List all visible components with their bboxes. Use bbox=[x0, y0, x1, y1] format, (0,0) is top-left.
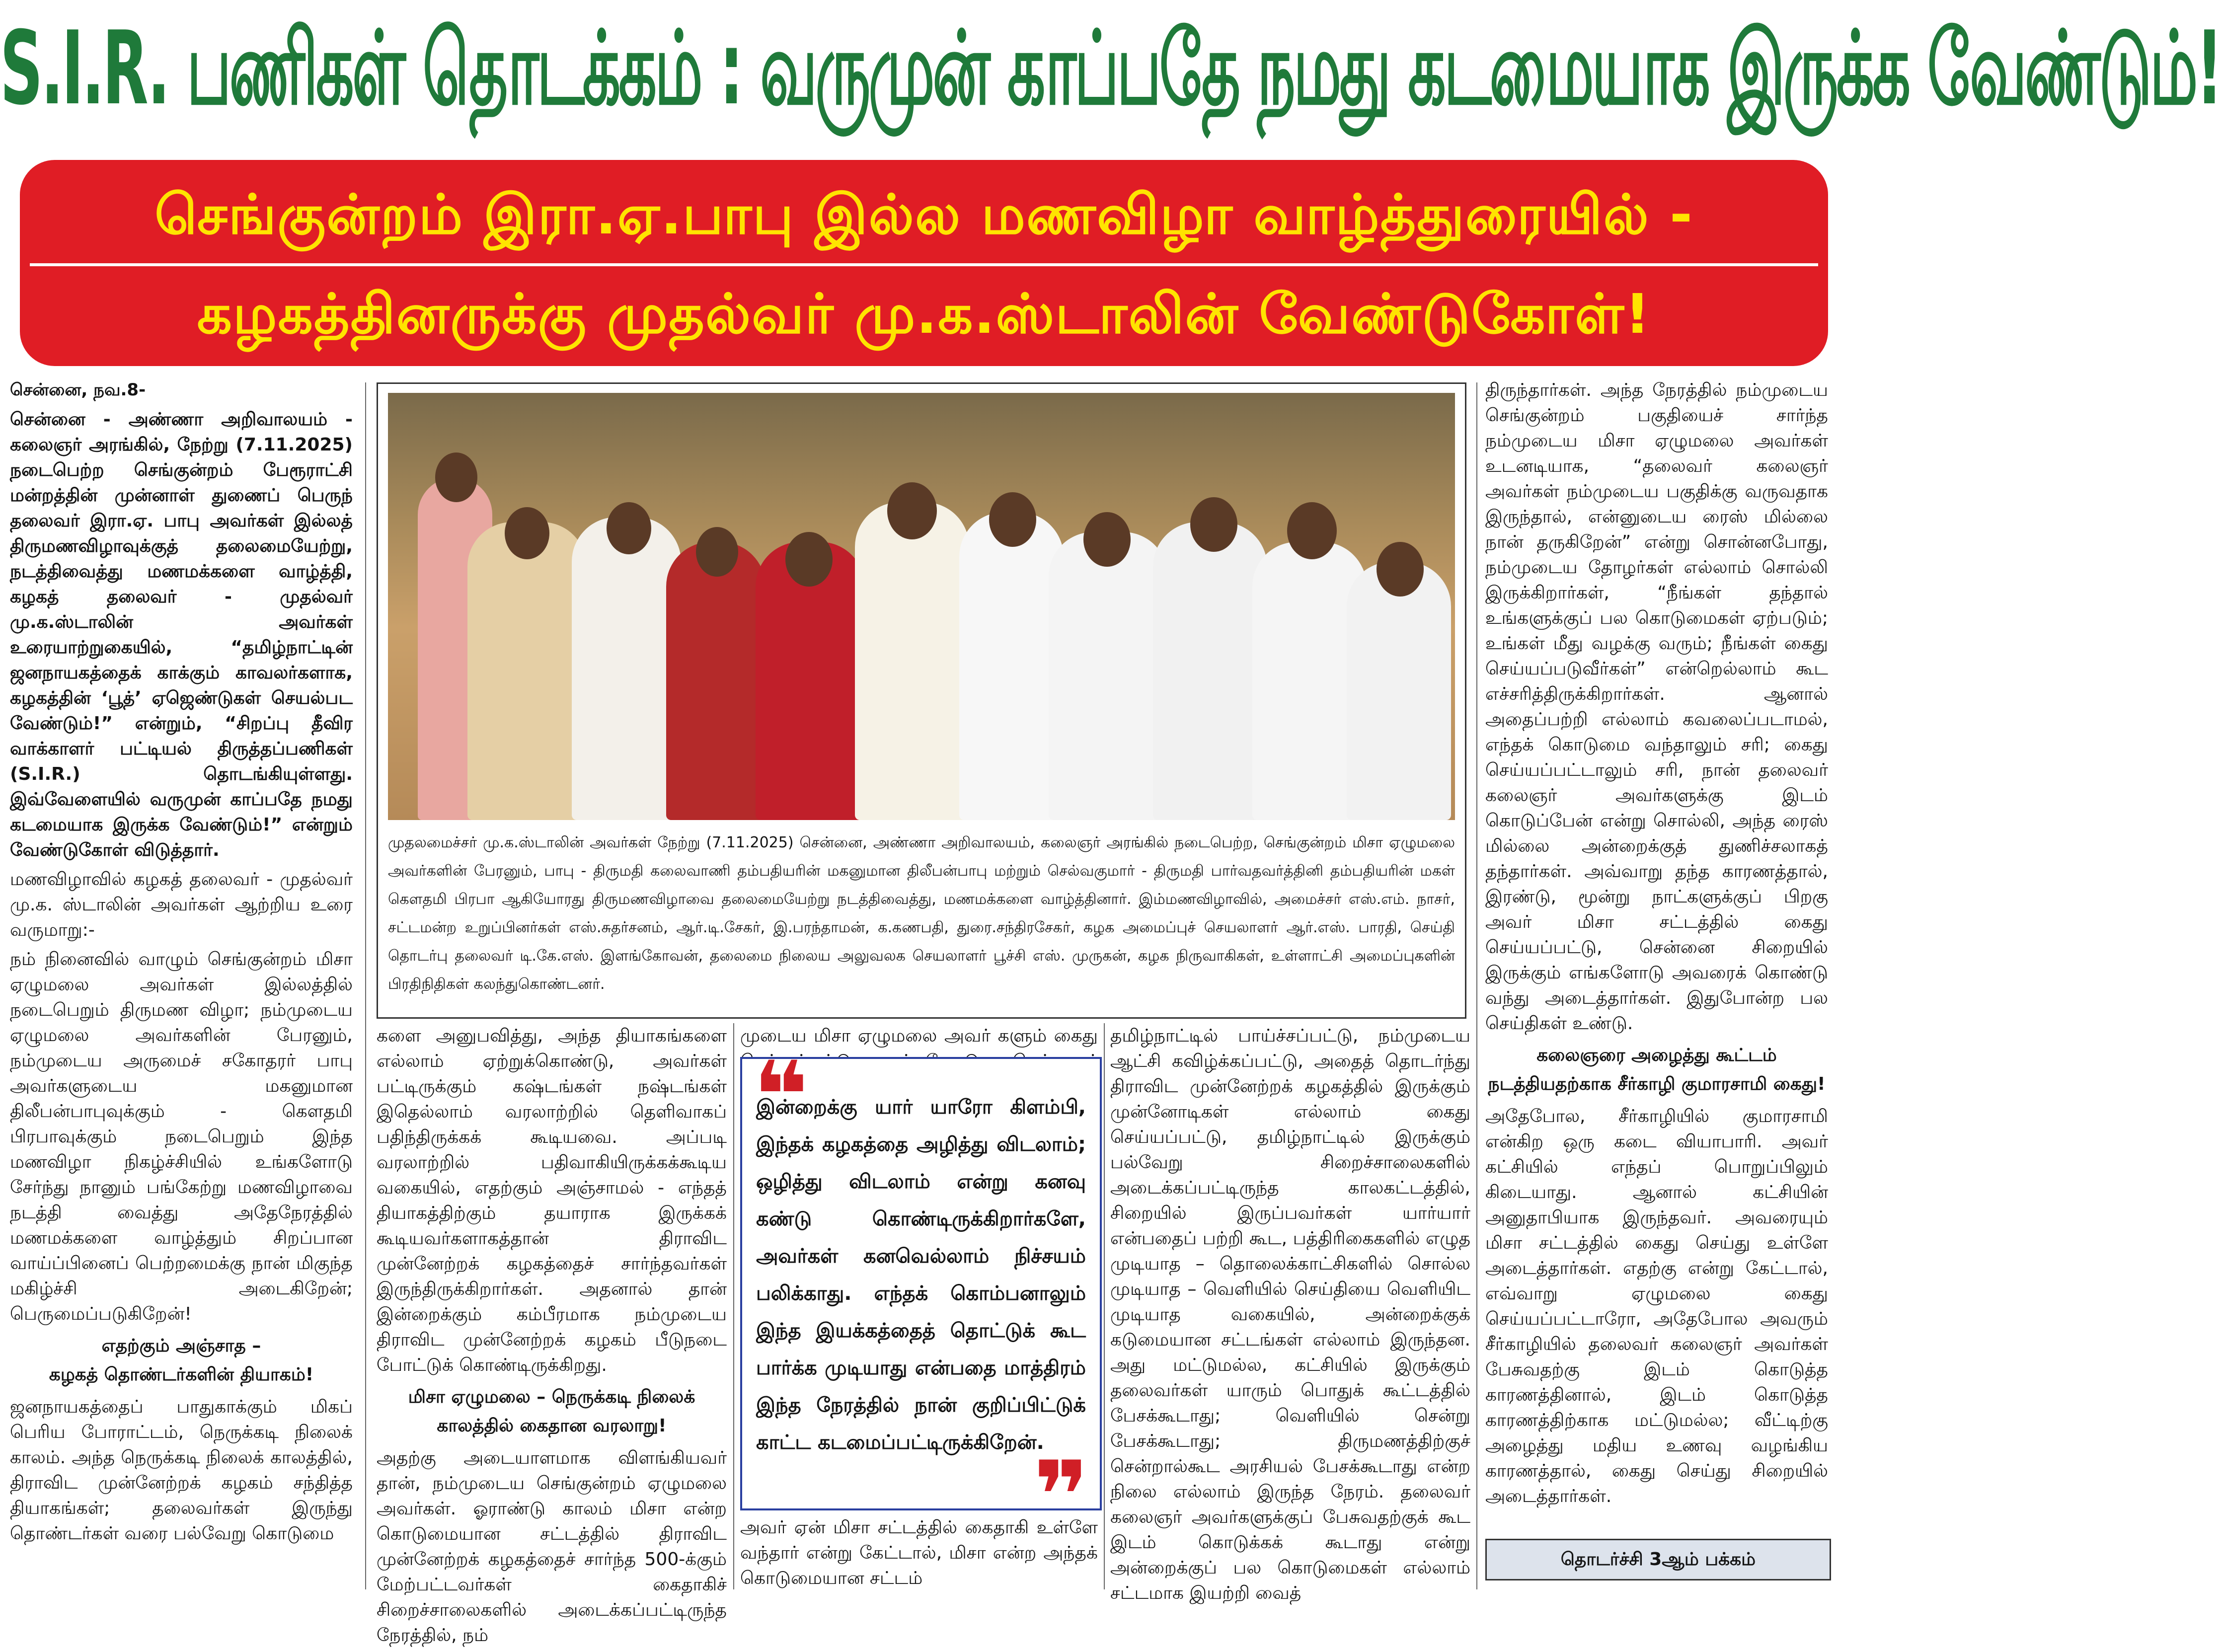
quote-close-icon: ❞ bbox=[1033, 1441, 1089, 1551]
dateline: சென்னை, நவ.8- bbox=[10, 380, 146, 400]
photo-caption: முதலமைச்சர் மு.க.ஸ்டாலின் அவர்கள் நேற்று (7.11.2025) சென்னை, அண்ணா அறிவாலயம், கலைஞர் அரங்கில் நடைபெற்ற, செங்குன்றம் மிசா ஏழுமலை அவர்களின் பேரனும், பாபு - திருமதி கலைவாணி தம்பதியரின் மகனுமான திலீபன்பாபு மற்றும் செல்வகுமார் - திருமதி பார்வதவர்த்தினி தம்பதியரின் மகள் கௌதமி பிரபா ஆகியோரது திருமணவிழாவை தலைமையேற்று நடத்திவைத்து, மணமக்களை வாழ்த்தினார். இம்மணவிழாவில், அமைச்சர் எஸ்.எம். நாசர், சட்டமன்ற உறுப்பினர்கள் எஸ்.சுதர்சனம், ஆர்.டி.சேகர், இ.பரந்தாமன், க.கணபதி, துரை.சந்திரசேகர், கழக அமைப்புச் செயலாளர் ஆர்.எஸ். பாரதி, செய்தி தொடர்பு தலைவர் டி.கே.எஸ். இளங்கோவன், தலைமை நிலைய அலுவலக செயலாளர் பூச்சி எஸ். முருகன், கழக நிருவாகிகள், உள்ளாட்சி அமைப்புகளின் பிரதிநிதிகள் கலந்துகொண்டனர். bbox=[388, 834, 1455, 993]
photo-figure bbox=[572, 517, 681, 820]
lead-paragraph: சென்னை - அண்ணா அறிவாலயம் - கலைஞர் அரங்கில், நேற்று (7.11.2025) நடைபெற்ற செங்குன்றம் பேரூராட்சி மன்றத்தின் முன்னாள் துணைப் பெருந் தலைவர் இரா.ஏ. பாபு அவர்கள் இல்லத் திருமணவிழாவுக்குத் தலைமையேற்று, நடத்திவைத்து மணமக்களை வாழ்த்தி, கழகத் தலைவர் - முதல்வர் மு.க.ஸ்டாலின் அவர்கள் உரையாற்றுகையில், “தமிழ்நாட்டின் ஜனநாயகத்தைக் காக்கும் காவலர்களாக, கழகத்தின் ‘பூத்’ ஏஜெண்டுகள் செயல்பட வேண்டும்!” என்றும், “சிறப்பு தீவிர வாக்காளர் பட்டியல் திருத்தப்பணிகள் (S.I.R.) தொடங்கியுள்ளது. இவ்வேளையில் வருமுன் காப்பதே நமது கடமையாக இருக்க வேண்டும்!” என்றும் வேண்டுகோள் விடுத்தார். bbox=[10, 409, 353, 860]
photo-figure-head bbox=[696, 527, 738, 577]
photo-figure-head bbox=[989, 492, 1036, 547]
paragraph: அவர் ஏன் மிசா சட்டத்தில் கைதாகி உள்ளே வந்தார் என்று கேட்டால், மிசா என்ற அந்தக் கொடுமையான சட்டம் bbox=[740, 1517, 1098, 1588]
subheading bbox=[377, 1383, 727, 1440]
column-rule bbox=[1476, 382, 1477, 1589]
photo-figure bbox=[959, 512, 1064, 820]
subheading bbox=[1485, 1041, 1828, 1099]
paragraph: களை அனுபவித்து, அந்த தியாகங்களை எல்லாம் ஏற்றுக்கொண்டு, அவர்கள் பட்டிருக்கும் கஷ்டங்கள் நஷ்டங்கள் இதெல்லாம் வரலாற்றில் தெளிவாகப் பதிந்திருக்கக் கூடியவை. அப்படி வரலாற்றில் பதிவாகியிருக்கக்கூடிய வகையில், எதற்கும் அஞ்சாமல் - எந்தத் தியாகத்திற்கும் தயாராக இருக்கக் கூடியவர்களாகத்தான் திராவிட முன்னேற்றக் கழகத்தைச் சார்ந்தவர்கள் இருந்திருக்கிறார்கள். அதனால் தான் இன்றைக்கும் கம்பீரமாக நம்முடைய திராவிட முன்னேற்றக் கழகம் பீடுநடை போட்டுக் கொண்டிருக்கிறது. bbox=[377, 1026, 727, 1375]
photo-figure bbox=[467, 522, 587, 820]
column-rule bbox=[365, 382, 366, 1589]
column-rule bbox=[733, 1023, 734, 1589]
red-banner bbox=[20, 160, 1828, 366]
pull-quote-box bbox=[740, 1041, 1102, 1551]
subheading bbox=[10, 1332, 353, 1389]
top-headline-text: S.I.R. பணிகள் தொடக்கம் : வருமுன் காப்பதே நமது கடமையாக இருக்க வேண்டும்! bbox=[0, 10, 2221, 128]
column-3-continued bbox=[740, 1515, 1098, 1595]
continued-on-page-3: தொடர்ச்சி 3ஆம் பக்கம் bbox=[1485, 1539, 1831, 1580]
banner-line-1: செங்குன்றம் இரா.ஏ.பாபு இல்ல மணவிழா வாழ்த்துரையில் - bbox=[154, 183, 1693, 246]
photo-figure-head bbox=[1377, 542, 1424, 597]
photo-figure-head bbox=[887, 482, 937, 539]
subheading-line: கழகத் தொண்டர்களின் தியாகம்! bbox=[49, 1364, 314, 1385]
column-2 bbox=[377, 1023, 727, 1652]
subheading-line: மிசா ஏழுமலை – நெருக்கடி நிலைக் bbox=[408, 1387, 695, 1407]
photo-figure-head bbox=[1190, 497, 1237, 552]
column-1 bbox=[10, 377, 353, 1550]
paragraph: முடைய மிசா ஏழுமலை அவர் களும் கைது bbox=[740, 1026, 1098, 1046]
column-rule bbox=[1104, 1023, 1105, 1589]
subheading-line: கலைஞரை அழைத்து கூட்டம் bbox=[1536, 1045, 1777, 1065]
photo-figure bbox=[1049, 532, 1168, 820]
photo-box bbox=[377, 382, 1466, 1019]
paragraph: மணவிழாவில் கழகத் தலைவர் - முதல்வர் மு.க. ஸ்டாலின் அவர்கள் ஆற்றிய உரை வருமாறு:- bbox=[10, 869, 353, 940]
column-5 bbox=[1485, 377, 1828, 1513]
photo-figure bbox=[1153, 522, 1267, 820]
banner-divider bbox=[30, 263, 1818, 266]
photo-figure bbox=[1347, 562, 1451, 820]
wedding-photo bbox=[388, 393, 1455, 820]
subheading-line: எதற்கும் அஞ்சாத – bbox=[101, 1336, 261, 1356]
subheading-line: காலத்தில் கைதான வரலாறு! bbox=[437, 1416, 667, 1436]
column-4 bbox=[1110, 1023, 1470, 1610]
photo-figure-head bbox=[1083, 512, 1131, 567]
banner-line-2: கழகத்தினருக்கு முதல்வர் மு.க.ஸ்டாலின் வேண்டுகோள்! bbox=[197, 282, 1651, 346]
photo-figure-head bbox=[1287, 502, 1337, 559]
photo-figure bbox=[666, 542, 766, 820]
paragraph: அதற்கு அடையாளமாக விளங்கியவர் தான், நம்முடைய செங்குன்றம் ஏழுமலை அவர்கள். ஓராண்டு காலம் மிசா என்ற கொடுமையான சட்டத்தில் திராவிட முன்னேற்றக் கழகத்தைச் சார்ந்த 500-க்கும் மேற்பட்டவர்கள் கைதாகிச் சிறைச்சாலைகளில் அடைக்கப்பட்டிருந்த நேரத்தில், நம் bbox=[377, 1448, 727, 1646]
photo-figure-groom bbox=[855, 502, 969, 820]
paragraph: திருந்தார்கள். அந்த நேரத்தில் நம்முடைய செங்குன்றம் பகுதியைச் சார்ந்த நம்முடைய மிசா ஏழுமலை அவர்கள் உடனடியாக, “தலைவர் கலைஞர் அவர்கள் நம்முடைய பகுதிக்கு வருவதாக இருந்தால், என்னுடைய ரைஸ் மில்லை நான் தருகிறேன்” என்று சொன்னபோது, நம்முடைய தோழர்கள் எல்லாம் சொல்லி இருக்கிறார்கள், “நீங்கள் தந்தால் உங்களுக்குப் பல கொடுமைகள் ஏற்படும்; உங்கள் மீது வழக்கு வரும்; நீங்கள் கைது செய்யப்படுவீர்கள்” என்றெல்லாம் கூட எச்சரித்திருக்கிறார்கள். ஆனால் அதைப்பற்றி எல்லாம் கவலைப்படாமல், எந்தக் கொடுமை வந்தாலும் சரி; கைது செய்யப்பட்டாலும் சரி, நான் தலைவர் கலைஞர் அவர்களுக்கு இடம் கொடுப்பேன் என்று சொல்லி, அந்த ரைஸ் மில்லை அன்றைக்குத் துணிச்சலாகத் தந்தார்கள். அவ்வாறு தந்த காரணத்தால், இரண்டு, மூன்று நாட்களுக்குப் பிறகு அவர் மிசா சட்டத்தில் கைது செய்யப்பட்டு, சென்னை சிறையில் இருக்கும் எங்களோடு அவரைக் கொண்டு வந்து அடைத்தார்கள். இதுபோன்ற பல செய்திகள் உண்டு. bbox=[1485, 380, 1828, 1034]
pull-quote-text: இன்றைக்கு யார் யாரோ கிளம்பி, இந்தக் கழகத்தை அழித்து விடலாம்; ஒழித்து விடலாம் என்று கனவு கண்டு கொண்டிருக்கிறார்களே, அவர்கள் கனவெல்லாம் நிச்சயம் பலிக்காது. எந்தக் கொம்பனாலும் இந்த இயக்கத்தைத் தொட்டுக் கூட பார்க்க முடியாது என்பதை மாத்திரம் இந்த நேரத்தில் நான் குறிப்பிட்டுக் காட்ட கடமைப்பட்டிருக்கிறேன். bbox=[756, 1096, 1086, 1454]
photo-figure-head bbox=[607, 502, 651, 554]
paragraph: நம் நினைவில் வாழும் செங்குன்றம் மிசா ஏழுமலை அவர்கள் இல்லத்தில் நடைபெறும் திருமண விழா; நம்முடைய ஏழுமலை அவர்களின் பேரனும், நம்முடைய அருமைச் சகோதரர் பாபு அவர்களுடைய மகனுமான திலீபன்பாபுவுக்கும் - கௌதமி பிரபாவுக்கும் நடைபெறும் இந்த மணவிழா நிகழ்ச்சியில் உங்களோடு சேர்ந்து நானும் பங்கேற்று மணவிழாவை நடத்தி வைத்து அதேநேரத்தில் மணமக்களை வாழ்த்தும் சிறப்பான வாய்ப்பினைப் பெற்றமைக்கு நான் மிகுந்த மகிழ்ச்சி அடைகிறேன்; பெருமைப்படுகிறேன்! bbox=[10, 949, 353, 1324]
photo-figure-head bbox=[435, 452, 477, 502]
quote-open-icon: ❝ bbox=[753, 1041, 809, 1151]
subheading-line: நடத்தியதற்காக சீர்காழி குமாரசாமி கைது! bbox=[1488, 1074, 1826, 1094]
paragraph: அதேபோல, சீர்காழியில் குமாரசாமி என்கிற ஒரு கடை வியாபாரி. அவர் கட்சியில் எந்தப் பொறுப்பிலும் கிடையாது. ஆனால் கட்சியின் அனுதாபியாக இருந்தவர். அவரையும் மிசா சட்டத்தில் கைது செய்து உள்ளே அடைத்தார்கள். எதற்கு என்று கேட்டால், எவ்வாறு ஏழுமலை கைது செய்யப்பட்டாரோ, அதேபோல அவரும் சீர்காழியில் தலைவர் கலைஞர் அவர்கள் பேசுவதற்கு இடம் கொடுத்த காரணத்தினால், இடம் கொடுத்த காரணத்திற்காக மட்டுமல்ல; வீட்டிற்கு அழைத்து மதிய உணவு வழங்கிய காரணத்தால், கைது செய்து சிறையில் அடைத்தார்கள். bbox=[1485, 1106, 1828, 1506]
top-headline bbox=[0, 0, 2221, 134]
photo-figure-head bbox=[505, 507, 549, 559]
paragraph: ஜனநாயகத்தைப் பாதுகாக்கும் மிகப் பெரிய போராட்டம், நெருக்கடி நிலைக் காலம். அந்த நெருக்கடி நிலைக் காலத்தில், திராவிட முன்னேற்றக் கழகம் சந்தித்த தியாகங்கள்; தலைவர்கள் இருந்து தொண்டர்கள் வரை பல்வேறு கொடுமை bbox=[10, 1397, 353, 1544]
photo-figure-head bbox=[785, 532, 833, 587]
paragraph: தமிழ்நாட்டில் பாய்ச்சப்பட்டு, நம்முடைய ஆட்சி கவிழ்க்கப்பட்டு, அதைத் தொடர்ந்து திராவிட முன்னேற்றக் கழகத்தில் இருக்கும் முன்னோடிகள் எல்லாம் கைது செய்யப்பட்டு, தமிழ்நாட்டில் இருக்கும் பல்வேறு சிறைச்சாலைகளில் அடைக்கப்பட்டிருந்த காலகட்டத்தில், சிறையில் இருப்பவர்கள் யார்யார் என்பதைப் பற்றி கூட, பத்திரிகைகளில் எழுத முடியாத – தொலைக்காட்சிகளில் சொல்ல முடியாத – வெளியில் செய்தியை வெளியிட முடியாத வகையில், அன்றைக்குக் கடுமையான சட்டங்கள் எல்லாம் இருந்தன. அது மட்டுமல்ல, கட்சியில் இருக்கும் தலைவர்கள் யாரும் பொதுக் கூட்டத்தில் பேசக்கூடாது; வெளியில் சென்று பேசக்கூடாது; திருமணத்திற்குச் சென்றால்கூட அரசியல் பேசக்கூடாது என்ற நிலை எல்லாம் இருந்த நேரம். தலைவர் கலைஞர் அவர்களுக்குப் பேசுவதற்குக் கூட இடம் கொடுக்கக் கூடாது என்று அன்றைக்குப் பல கொடுமைகள் எல்லாம் சட்டமாக இயற்றி வைத் bbox=[1110, 1026, 1470, 1603]
